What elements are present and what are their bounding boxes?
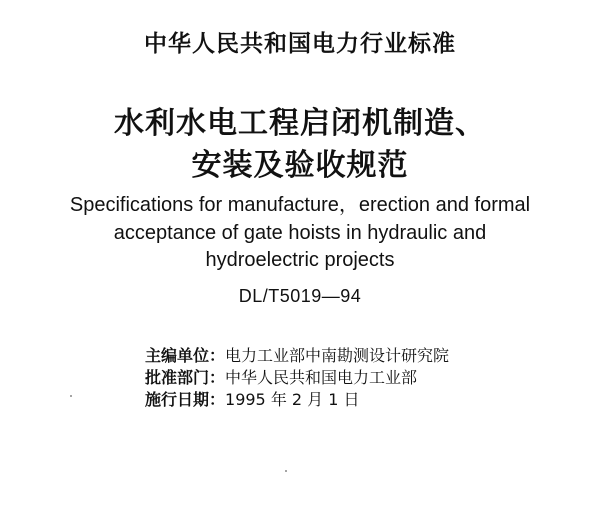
approver-value: 中华人民共和国电力工业部 [225,368,418,387]
title-english-line-1: Specifications for manufacture，erection and formal [69,194,531,216]
info-row-date [145,387,360,410]
editor-value: 电力工业部中南勘测设计研究院 [225,346,450,365]
date-value: 1995 年 2 月 1 日 [225,390,360,409]
title-chinese-line-1: 水利水电工程启闭机制造、 [114,106,486,141]
editor-label: 主编单位： [145,346,226,365]
scan-speck [70,395,72,397]
title-english-line-3: hydroelectric projects [205,249,395,271]
info-row-approver [145,365,417,388]
title-chinese-line-2: 安装及验收规范 [191,148,409,183]
title-english-line-2: acceptance of gate hoists in hydraulic and [113,222,487,244]
date-label: 施行日期： [145,390,226,409]
info-row-editor [145,343,449,366]
standard-category-heading: 中华人民共和国电力行业标准 [144,31,456,57]
scan-speck [285,470,287,472]
approver-label: 批准部门： [145,368,226,387]
standard-code: DL/T5019—94 [238,286,362,306]
